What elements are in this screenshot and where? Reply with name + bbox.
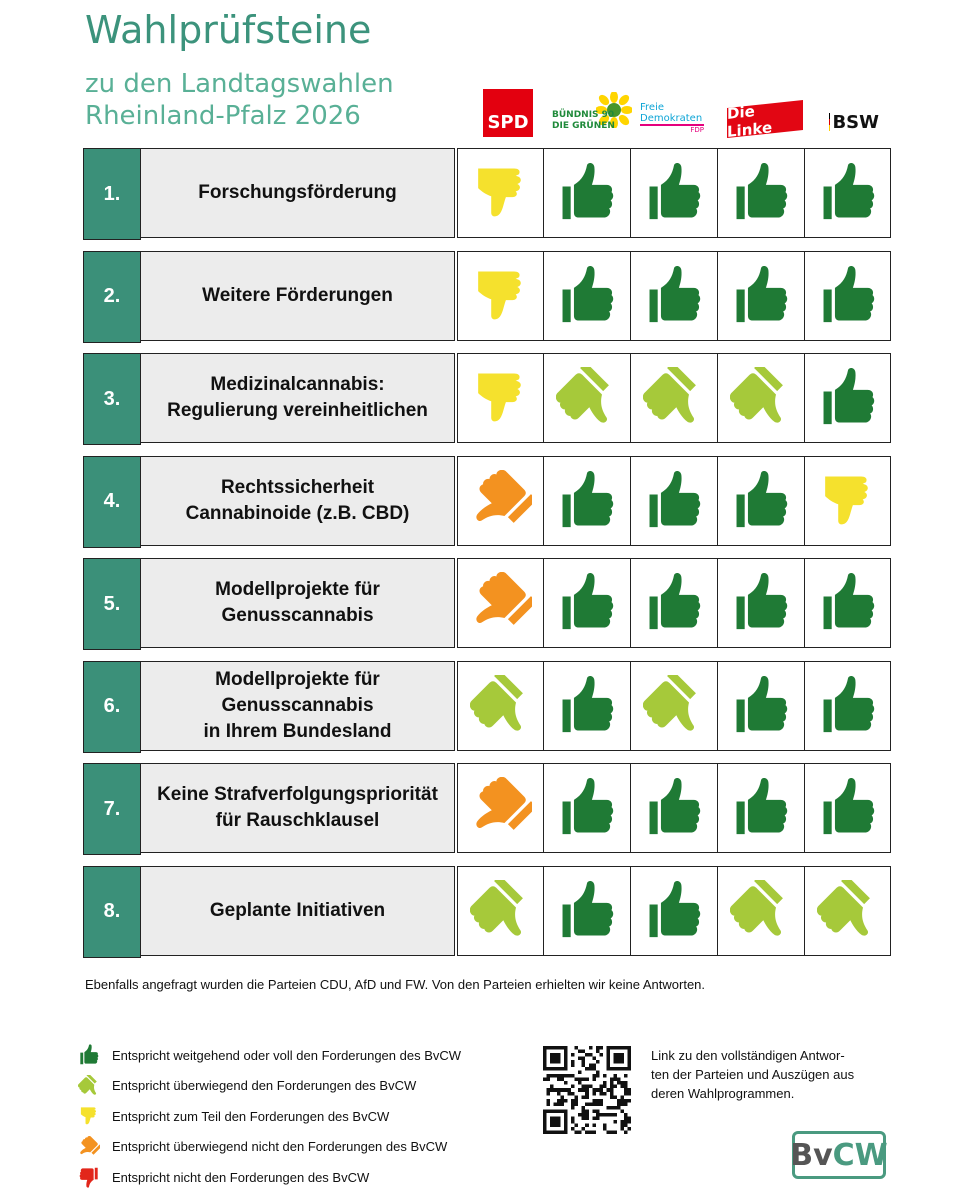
- row-label-line: Cannabinoide (z.B. CBD): [185, 502, 410, 524]
- qr-text-line-2: ten der Parteien und Auszügen aus: [651, 1067, 855, 1082]
- legend-text: Entspricht nicht den Forderungen des BvCW: [112, 1169, 370, 1185]
- rating-cell: [457, 251, 545, 341]
- row-label-line: Modellprojekte für: [215, 579, 380, 600]
- page-subtitle: [85, 68, 394, 132]
- thumbs-up-icon: [730, 777, 792, 839]
- rating-cell: [543, 661, 631, 751]
- legend-text: Entspricht überwiegend den Forderungen des BvCW: [112, 1078, 417, 1093]
- thumbs-up-icon: [556, 880, 618, 942]
- gruene-logo: [552, 92, 632, 136]
- row-label-line: für Rauschklausel: [215, 810, 380, 831]
- thumbs-up-icon: [643, 880, 705, 942]
- rating-cell: [543, 558, 631, 648]
- row-label: [141, 251, 455, 341]
- row-number: 6.: [83, 661, 141, 753]
- bvcw-logo: [792, 1131, 886, 1179]
- thumbs-diagonal-down-icon: [470, 572, 532, 634]
- thumbs-up-icon: [643, 777, 705, 839]
- bsw-flag-icon: [829, 113, 830, 131]
- row-label-line: Regulierung vereinheitlichen: [167, 400, 428, 421]
- thumbs-up-icon: [643, 470, 705, 532]
- rating-cell: [630, 353, 718, 443]
- row-label: [141, 661, 455, 751]
- thumbs-diagonal-up-icon: [730, 367, 792, 429]
- row-number: 8.: [83, 866, 141, 958]
- thumbs-sideways-icon: [470, 162, 532, 224]
- legend-text: Entspricht weitgehend oder voll den Forderungen des BvCW: [112, 1047, 462, 1063]
- row-label-line: Rechtssicherheit: [220, 476, 375, 498]
- row-number: 2.: [83, 251, 141, 343]
- thumbs-diagonal-up-icon: [470, 880, 532, 942]
- thumbs-diagonal-up-icon: [730, 880, 792, 942]
- row-label-line: in Ihrem Bundesland: [203, 720, 392, 742]
- rating-cell: [457, 866, 545, 956]
- table-row: [83, 456, 891, 548]
- legend-text: Entspricht überwiegend nicht den Forderungen des BvCW: [112, 1139, 448, 1154]
- thumbs-diagonal-down-icon: [78, 1136, 100, 1158]
- rating-cell: [457, 353, 545, 443]
- row-number: 4.: [83, 456, 141, 548]
- rating-cell: [717, 251, 805, 341]
- table-row: [83, 661, 891, 753]
- row-label: [141, 558, 455, 648]
- thumbs-up-icon: [556, 162, 618, 224]
- rating-cell: [630, 456, 718, 546]
- rating-cell: [543, 763, 631, 853]
- rating-cell: [457, 148, 545, 238]
- row-label: [141, 763, 455, 853]
- thumbs-up-icon: [643, 572, 705, 634]
- rating-cell: [457, 456, 545, 546]
- table-row: [83, 558, 891, 650]
- rating-cell: [717, 353, 805, 443]
- thumbs-up-icon: [556, 777, 618, 839]
- thumbs-sideways-icon: [470, 265, 532, 327]
- row-label-line: Genusscannabis: [221, 605, 374, 626]
- spd-logo: [483, 89, 533, 137]
- rating-cell: [804, 866, 891, 956]
- row-number: 3.: [83, 353, 141, 445]
- thumbs-up-icon: [730, 265, 792, 327]
- legend-item: [78, 1165, 369, 1189]
- rating-cell: [804, 148, 891, 238]
- row-label-line: Keine Strafverfolgungspriorität: [157, 784, 438, 805]
- note-text: Ebenfalls angefragt wurden die Parteien CDU, AfD und FW. Von den Parteien erhielten wir keine Antworten.: [85, 977, 706, 992]
- row-label: [141, 456, 455, 546]
- thumbs-up-icon: [817, 162, 879, 224]
- thumbs-up-icon: [556, 572, 618, 634]
- bsw-logo-text: BSW: [832, 111, 879, 133]
- thumbs-diagonal-down-icon: [470, 470, 532, 532]
- subtitle-line-1: zu den Landtagswahlen: [85, 69, 394, 99]
- rating-cell: [630, 558, 718, 648]
- table-row: [83, 148, 891, 240]
- row-number: 7.: [83, 763, 141, 855]
- legend-item: [78, 1043, 461, 1067]
- qr-text-line-1: Link zu den vollständigen Antwor-: [651, 1048, 845, 1063]
- rating-cell: [630, 148, 718, 238]
- row-label-line: Genusscannabis: [221, 694, 374, 716]
- thumbs-diagonal-up-icon: [817, 880, 879, 942]
- thumbs-sideways-icon: [817, 470, 879, 532]
- row-label-line: Medizinalcannabis:: [210, 374, 385, 395]
- thumbs-up-icon: [817, 777, 879, 839]
- rating-cell: [543, 456, 631, 546]
- thumbs-up-icon: [643, 265, 705, 327]
- thumbs-diagonal-up-icon: [78, 1075, 100, 1097]
- thumbs-up-icon: [643, 162, 705, 224]
- table-row: [83, 866, 891, 958]
- row-number: 1.: [83, 148, 141, 240]
- subtitle-line-2: Rheinland-Pfalz 2026: [85, 101, 361, 131]
- table-row: [83, 251, 891, 343]
- spd-logo-text: SPD: [487, 112, 529, 133]
- rating-cell: [717, 661, 805, 751]
- legend-item: [78, 1135, 447, 1159]
- row-label: [141, 353, 455, 443]
- rating-cell: [630, 763, 718, 853]
- row-label-line: Forschungsförderung: [198, 182, 397, 203]
- rating-cell: [630, 661, 718, 751]
- rating-cell: [804, 456, 891, 546]
- bsw-logo: [829, 110, 879, 134]
- thumbs-up-icon: [817, 265, 879, 327]
- thumbs-up-icon: [817, 572, 879, 634]
- row-label-line: Weitere Förderungen: [202, 284, 393, 306]
- qr-link-text: [651, 1046, 901, 1103]
- rating-cell: [543, 251, 631, 341]
- thumbs-diagonal-up-icon: [470, 675, 532, 737]
- rating-cell: [717, 763, 805, 853]
- rating-cell: [717, 148, 805, 238]
- thumbs-sideways-icon: [470, 367, 532, 429]
- rating-cell: [630, 866, 718, 956]
- legend-text: Entspricht zum Teil den Forderungen des BvCW: [112, 1108, 390, 1124]
- rating-cell: [804, 251, 891, 341]
- thumbs-up-icon: [78, 1044, 100, 1066]
- row-number: 5.: [83, 558, 141, 650]
- thumbs-up-icon: [817, 367, 879, 429]
- legend-item: [78, 1104, 389, 1128]
- rating-cell: [717, 456, 805, 546]
- linke-logo: [727, 100, 803, 141]
- page-title: Wahlprüfsteine: [85, 8, 372, 52]
- row-label: [141, 866, 455, 956]
- rating-cell: [804, 661, 891, 751]
- qr-code[interactable]: [543, 1046, 631, 1134]
- thumbs-up-icon: [730, 675, 792, 737]
- fdp-logo-line-1: Freie: [640, 102, 664, 113]
- thumbs-up-icon: [556, 265, 618, 327]
- legend-item: [78, 1074, 416, 1098]
- bvcw-logo-cw: CW: [832, 1137, 888, 1173]
- rating-cell: [630, 251, 718, 341]
- thumbs-down-icon: [78, 1166, 100, 1188]
- rating-cell: [804, 763, 891, 853]
- thumbs-diagonal-up-icon: [556, 367, 618, 429]
- thumbs-up-icon: [730, 162, 792, 224]
- thumbs-diagonal-up-icon: [643, 367, 705, 429]
- gruene-logo-line-2: DIE GRÜNEN: [552, 121, 615, 131]
- table-row: [83, 763, 891, 855]
- rating-cell: [543, 353, 631, 443]
- thumbs-diagonal-down-icon: [470, 777, 532, 839]
- qr-text-line-3: deren Wahlprogrammen.: [651, 1086, 795, 1101]
- rating-cell: [717, 558, 805, 648]
- gruene-logo-line-1: BÜNDNIS 90: [552, 110, 615, 120]
- bvcw-logo-bv: Bv: [790, 1137, 833, 1173]
- rating-cell: [457, 763, 545, 853]
- rating-cell: [457, 558, 545, 648]
- thumbs-up-icon: [730, 572, 792, 634]
- row-label: [141, 148, 455, 238]
- rating-cell: [543, 866, 631, 956]
- rating-cell: [717, 866, 805, 956]
- thumbs-up-icon: [730, 470, 792, 532]
- thumbs-up-icon: [556, 470, 618, 532]
- table-row: [83, 353, 891, 445]
- thumbs-up-icon: [817, 675, 879, 737]
- fdp-logo-tag: FDP: [690, 126, 704, 134]
- rating-cell: [804, 558, 891, 648]
- rating-cell: [543, 148, 631, 238]
- thumbs-sideways-icon: [78, 1105, 100, 1127]
- row-label-line: Geplante Initiativen: [209, 899, 386, 921]
- thumbs-diagonal-up-icon: [643, 675, 705, 737]
- thumbs-up-icon: [556, 675, 618, 737]
- fdp-logo-line-2: Demokraten: [640, 113, 703, 124]
- fdp-logo: [640, 102, 706, 138]
- rating-cell: [457, 661, 545, 751]
- rating-cell: [804, 353, 891, 443]
- linke-logo-text: Die Linke: [727, 102, 773, 141]
- row-label-line: Modellprojekte für: [215, 668, 380, 690]
